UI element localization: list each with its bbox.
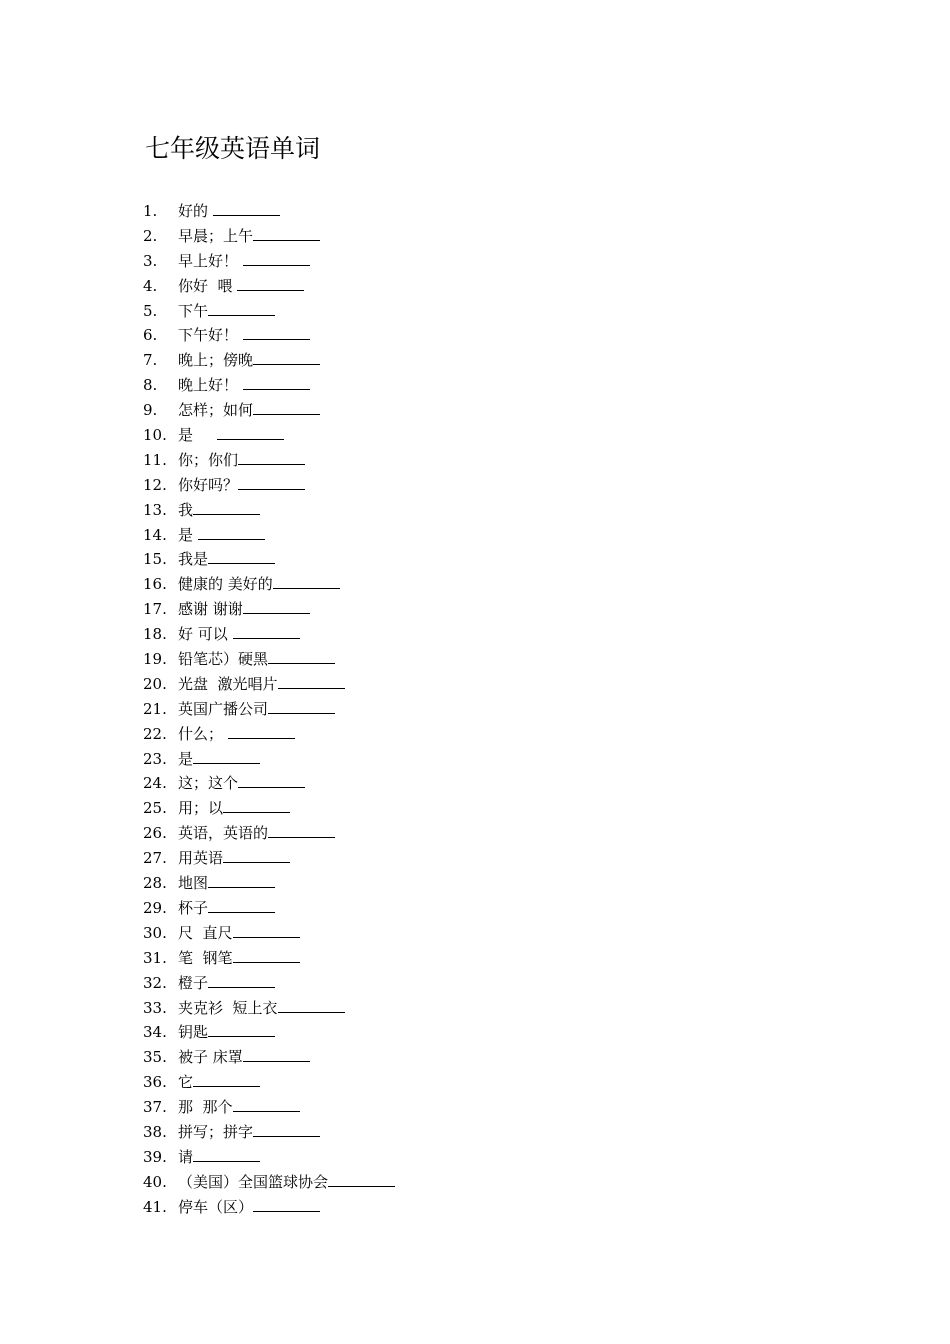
- item-label: 停车（区）: [178, 1197, 254, 1216]
- item-content: [178, 473, 305, 498]
- answer-blank: [223, 797, 290, 813]
- item-content: [178, 498, 260, 523]
- item-number: 31.: [143, 948, 167, 967]
- answer-blank: [253, 1121, 320, 1137]
- answer-blank: [193, 748, 260, 764]
- answer-blank: [233, 922, 300, 938]
- item-content: [178, 771, 305, 796]
- item-number: 18.: [143, 625, 167, 644]
- item-label: 是: [178, 426, 217, 445]
- answer-blank: [253, 349, 320, 365]
- answer-blank: [238, 474, 305, 490]
- item-number: 34.: [143, 1023, 167, 1042]
- item-label: 那 那个: [178, 1098, 233, 1117]
- answer-blank: [278, 673, 345, 689]
- item-label: 它: [178, 1073, 194, 1092]
- answer-blank: [208, 1021, 275, 1037]
- answer-blank: [237, 275, 304, 291]
- answer-blank: [193, 1146, 260, 1162]
- answer-blank: [233, 947, 300, 963]
- item-number: 14.: [143, 525, 167, 544]
- item-number: 20.: [143, 674, 167, 693]
- item-content: [178, 697, 335, 722]
- answer-blank: [268, 822, 335, 838]
- item-content: [178, 373, 310, 398]
- item-label: 橙子: [178, 973, 209, 992]
- item-number: 27.: [143, 849, 167, 868]
- item-content: [178, 647, 335, 672]
- item-label: 什么；: [178, 724, 228, 743]
- item-label: 晚上；傍晚: [178, 351, 254, 370]
- answer-blank: [217, 424, 284, 440]
- item-number: 23.: [143, 749, 167, 768]
- item-content: [178, 747, 260, 772]
- item-label: 你好吗？: [178, 475, 239, 494]
- answer-blank: [193, 499, 260, 515]
- item-number: 19.: [143, 650, 167, 669]
- page-title: 七年级英语单词: [145, 134, 321, 163]
- item-number: 16.: [143, 575, 167, 594]
- item-label: 是: [178, 525, 198, 544]
- item-content: [178, 672, 345, 697]
- item-label: 是: [178, 749, 194, 768]
- item-number: 6.: [143, 326, 158, 345]
- item-label: 被子 床罩: [178, 1048, 243, 1067]
- item-label: 拼写；拼字: [178, 1122, 254, 1141]
- item-number: 30.: [143, 923, 167, 942]
- item-number: 5.: [143, 301, 158, 320]
- item-number: 39.: [143, 1147, 167, 1166]
- item-label: 地图: [178, 874, 209, 893]
- answer-blank: [278, 997, 345, 1013]
- item-label: 用；以: [178, 799, 224, 818]
- item-number: 25.: [143, 799, 167, 818]
- item-label: 我: [178, 500, 194, 519]
- item-label: 早晨；上午: [178, 226, 254, 245]
- item-content: [178, 423, 284, 448]
- item-number: 10.: [143, 426, 167, 445]
- item-number: 38.: [143, 1122, 167, 1141]
- item-content: [178, 448, 305, 473]
- item-label: 下午: [178, 301, 209, 320]
- item-content: [178, 597, 310, 622]
- item-number: 29.: [143, 898, 167, 917]
- item-label: 光盘 激光唱片: [178, 674, 278, 693]
- item-number: 41.: [143, 1197, 167, 1216]
- item-number: 15.: [143, 550, 167, 569]
- item-label: 这；这个: [178, 774, 239, 793]
- item-number: 2.: [143, 226, 158, 245]
- item-number: 12.: [143, 475, 167, 494]
- item-number: 11.: [143, 450, 167, 469]
- item-label: 下午好！: [178, 326, 243, 345]
- answer-blank: [223, 847, 290, 863]
- item-content: [178, 523, 265, 548]
- item-number: 3.: [143, 251, 158, 270]
- item-content: [178, 622, 300, 647]
- item-label: 铅笔芯）硬黑: [178, 650, 269, 669]
- item-content: [178, 821, 335, 846]
- item-content: [178, 398, 320, 423]
- item-content: [178, 249, 310, 274]
- item-content: [178, 871, 275, 896]
- item-label: （美国）全国篮球协会: [178, 1172, 329, 1191]
- item-label: 英国广播公司: [178, 699, 269, 718]
- item-label: 夹克衫 短上衣: [178, 998, 278, 1017]
- item-content: [178, 274, 304, 299]
- item-label: 好的: [178, 202, 213, 220]
- item-number: 7.: [143, 351, 158, 370]
- item-number: 40.: [143, 1172, 167, 1191]
- answer-blank: [243, 324, 310, 340]
- item-label: 英语，英语的: [178, 824, 269, 843]
- answer-blank: [193, 1071, 260, 1087]
- answer-blank: [253, 1196, 320, 1212]
- answer-blank: [243, 250, 310, 266]
- item-content: [178, 1120, 320, 1145]
- answer-blank: [273, 573, 340, 589]
- item-content: [178, 323, 310, 348]
- item-label: 杯子: [178, 898, 209, 917]
- item-number: 4.: [143, 276, 158, 295]
- item-content: [178, 1070, 260, 1095]
- answer-blank: [238, 772, 305, 788]
- answer-blank: [208, 300, 275, 316]
- item-content: [178, 1170, 395, 1195]
- item-number: 8.: [143, 376, 158, 395]
- item-content: [178, 1145, 260, 1170]
- answer-blank: [243, 374, 310, 390]
- answer-blank: [208, 972, 275, 988]
- item-label: 健康的 美好的: [178, 575, 273, 594]
- item-label: 感谢 谢谢: [178, 600, 243, 619]
- item-number: 28.: [143, 874, 167, 893]
- answer-blank: [268, 648, 335, 664]
- item-content: [178, 971, 275, 996]
- item-label: 你好 喂: [178, 276, 238, 295]
- item-label: 笔 钢笔: [178, 948, 233, 967]
- answer-blank: [238, 449, 305, 465]
- item-number: 9.: [143, 401, 158, 420]
- answer-blank: [208, 897, 275, 913]
- item-content: [178, 846, 290, 871]
- item-content: [178, 348, 320, 373]
- item-content: [178, 921, 300, 946]
- item-number: 33.: [143, 998, 167, 1017]
- item-content: [178, 1095, 300, 1120]
- answer-blank: [328, 1171, 395, 1187]
- item-content: [178, 722, 295, 747]
- item-content: [178, 996, 345, 1021]
- item-number: 32.: [143, 973, 167, 992]
- answer-blank: [268, 698, 335, 714]
- answer-blank: [233, 1096, 300, 1112]
- item-content: [178, 299, 275, 324]
- item-number: 17.: [143, 600, 167, 619]
- item-label: 怎样；如何: [178, 401, 254, 420]
- item-content: [178, 572, 340, 597]
- item-label: 你；你们: [178, 450, 239, 469]
- item-content: [178, 224, 320, 249]
- item-number: 1.: [143, 202, 158, 220]
- item-number: 26.: [143, 824, 167, 843]
- answer-blank: [233, 623, 300, 639]
- item-label: 早上好！: [178, 251, 243, 270]
- item-label: 晚上好！: [178, 376, 243, 395]
- item-number: 35.: [143, 1048, 167, 1067]
- item-number: 37.: [143, 1098, 167, 1117]
- answer-blank: [243, 1046, 310, 1062]
- item-content: [178, 946, 300, 971]
- item-content: [178, 796, 290, 821]
- answer-blank: [228, 723, 295, 739]
- item-label: 尺 直尺: [178, 923, 233, 942]
- item-number: 36.: [143, 1073, 167, 1092]
- answer-blank: [253, 225, 320, 241]
- item-label: 钥匙: [178, 1023, 209, 1042]
- item-label: 我是: [178, 550, 209, 569]
- answer-blank: [198, 524, 265, 540]
- item-number: 21.: [143, 699, 167, 718]
- item-content: [178, 896, 275, 921]
- item-content: [178, 199, 280, 224]
- answer-blank: [243, 598, 310, 614]
- item-content: [178, 547, 275, 572]
- item-label: 请: [178, 1147, 194, 1166]
- answer-blank: [208, 548, 275, 564]
- item-label: 好 可以: [178, 625, 233, 644]
- item-content: [178, 1020, 275, 1045]
- item-number: 13.: [143, 500, 167, 519]
- item-number: 22.: [143, 724, 167, 743]
- answer-blank: [253, 399, 320, 415]
- answer-blank: [208, 872, 275, 888]
- item-content: [178, 1195, 320, 1220]
- item-label: 用英语: [178, 849, 224, 868]
- answer-blank: [213, 200, 280, 216]
- item-number: 24.: [143, 774, 167, 793]
- item-content: [178, 1045, 310, 1070]
